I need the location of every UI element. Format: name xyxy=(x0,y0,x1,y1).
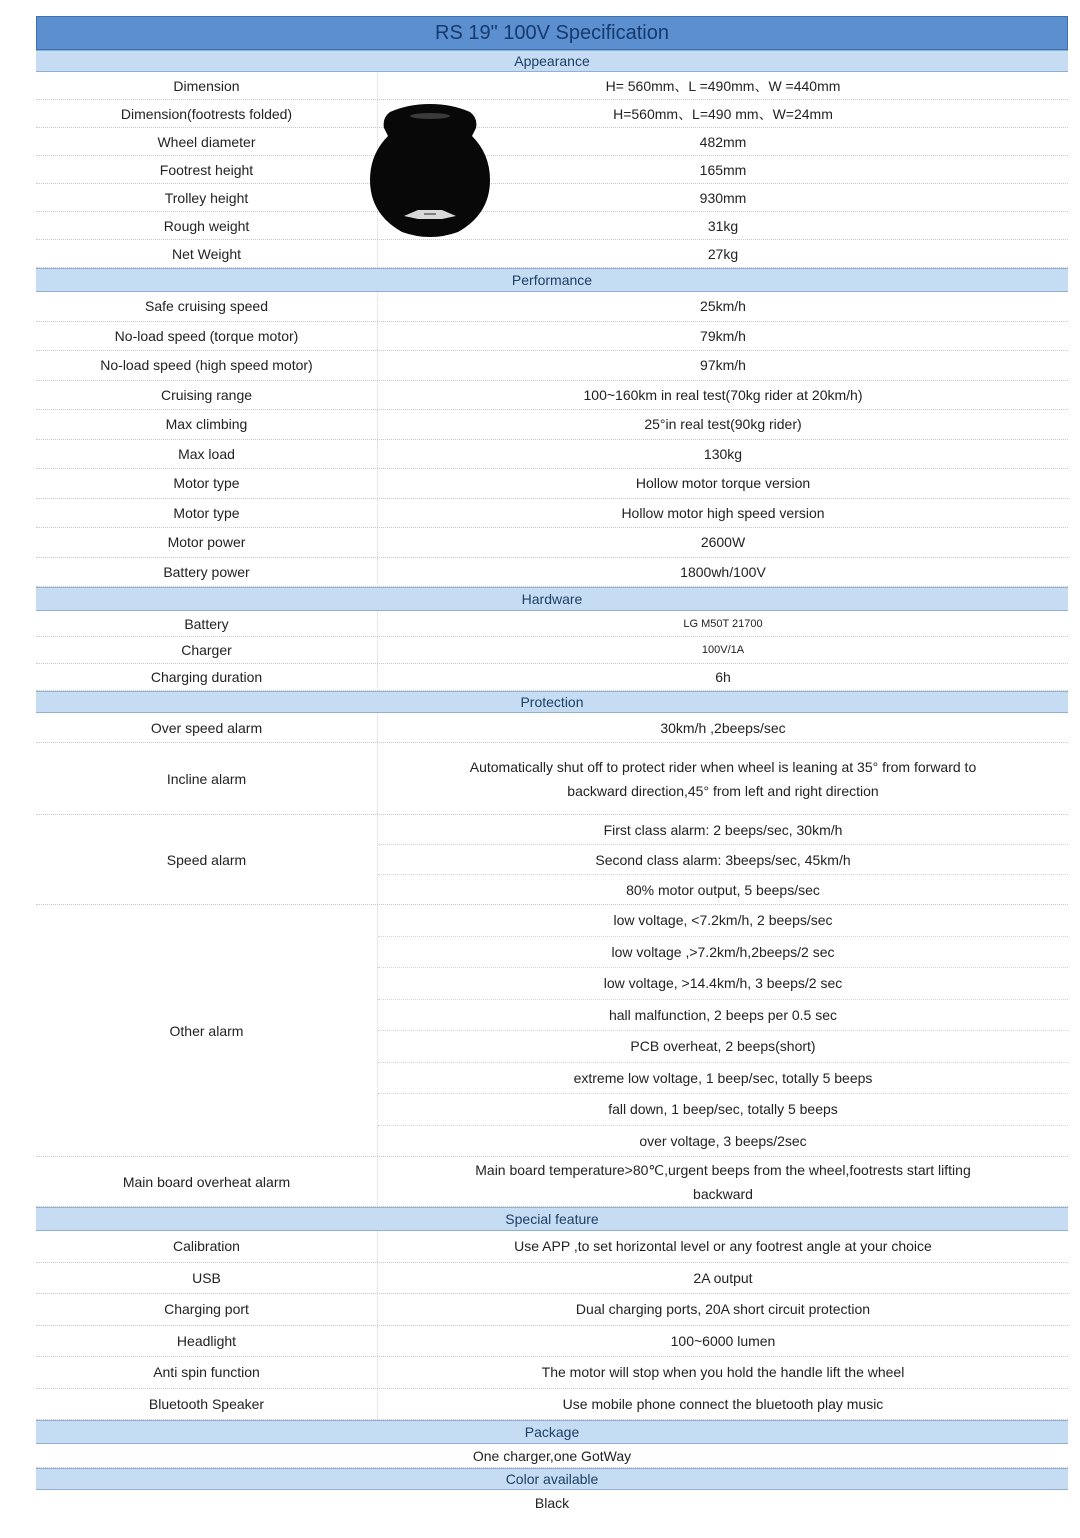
table-row xyxy=(36,664,1068,691)
table-row xyxy=(36,322,1068,352)
table-row xyxy=(36,637,1068,664)
table-row xyxy=(36,156,1068,184)
spec-label: Speed alarm xyxy=(36,815,378,904)
table-row xyxy=(36,743,1068,815)
table-row xyxy=(36,1389,1068,1421)
spec-values xyxy=(378,905,1068,1156)
section-performance: Performance xyxy=(36,268,1068,292)
spec-value xyxy=(378,743,1068,814)
table-row xyxy=(36,1231,1068,1263)
section-package: Package xyxy=(36,1420,1068,1444)
spec-value: The motor will stop when you hold the handle lift the wheel xyxy=(541,1364,905,1381)
spec-label: Dimension xyxy=(36,72,378,99)
spec-value: 1800wh/100V xyxy=(680,563,766,580)
spec-value: 2A output xyxy=(693,1269,753,1286)
unicycle-image xyxy=(368,102,492,240)
spec-value: extreme low voltage, 1 beep/sec, totally 5 beeps xyxy=(378,1063,1068,1095)
section-color-available: Color available xyxy=(36,1468,1068,1490)
spec-label: Main board overheat alarm xyxy=(36,1157,378,1206)
spec-label: Bluetooth Speaker xyxy=(36,1389,378,1420)
table-row xyxy=(36,713,1068,743)
spec-value: 482mm xyxy=(699,133,747,150)
spec-value: PCB overheat, 2 beeps(short) xyxy=(378,1031,1068,1063)
section-appearance: Appearance xyxy=(36,50,1068,72)
spec-value: Use APP ,to set horizontal level or any footrest angle at your choice xyxy=(514,1238,932,1255)
section-hardware: Hardware xyxy=(36,587,1068,611)
spec-label: Incline alarm xyxy=(36,743,378,814)
spec-label: Max climbing xyxy=(36,410,378,439)
table-row xyxy=(36,381,1068,411)
spec-value: 25km/h xyxy=(700,298,746,315)
spec-value: 165mm xyxy=(699,161,747,178)
mainboard-line-1: Main board temperature>80℃,urgent beeps from the wheel,footrests start lifting xyxy=(475,1161,971,1178)
spec-value: low voltage, >14.4km/h, 3 beeps/2 sec xyxy=(378,968,1068,1000)
color-value: Black xyxy=(534,1495,570,1511)
spec-value: 30km/h ,2beeps/sec xyxy=(660,719,786,736)
spec-label: No-load speed (torque motor) xyxy=(36,322,378,351)
incline-line-2: backward direction,45° from left and right direction xyxy=(567,782,879,799)
incline-line-1: Automatically shut off to protect rider when wheel is leaning at 35° from forward to xyxy=(469,758,977,775)
spec-label: Wheel diameter xyxy=(36,128,378,155)
spec-value: LG M50T 21700 xyxy=(683,617,763,630)
table-row xyxy=(36,292,1068,322)
spec-value: 27kg xyxy=(707,245,739,262)
table-row xyxy=(36,240,1068,268)
spec-label: Over speed alarm xyxy=(36,713,378,742)
table-row xyxy=(36,469,1068,499)
spec-value: H=560mm、L=490 mm、W=24mm xyxy=(613,105,833,122)
spec-label: Anti spin function xyxy=(36,1357,378,1388)
table-row xyxy=(36,905,1068,1157)
spec-label: Battery xyxy=(36,611,378,636)
spec-label: Charging duration xyxy=(36,664,378,690)
spec-value: 130kg xyxy=(703,445,743,462)
table-row xyxy=(36,184,1068,212)
spec-value: Hollow motor high speed version xyxy=(621,504,825,521)
spec-label: Max load xyxy=(36,440,378,469)
table-row xyxy=(36,440,1068,470)
spec-label: Battery power xyxy=(36,558,378,587)
spec-value: 100~6000 lumen xyxy=(670,1332,776,1349)
table-row xyxy=(36,1263,1068,1295)
spec-value: 2600W xyxy=(700,534,746,551)
table-row xyxy=(36,351,1068,381)
spec-value: fall down, 1 beep/sec, totally 5 beeps xyxy=(378,1094,1068,1126)
spec-value: 100~160km in real test(70kg rider at 20km/h) xyxy=(583,386,863,403)
spec-label: Trolley height xyxy=(36,184,378,211)
spec-value: 31kg xyxy=(707,217,739,234)
spec-value: Second class alarm: 3beeps/sec, 45km/h xyxy=(378,845,1068,875)
spec-sheet xyxy=(36,16,1068,1516)
spec-values xyxy=(378,815,1068,904)
spec-value: 6h xyxy=(715,669,731,685)
spec-value: 80% motor output, 5 beeps/sec xyxy=(626,881,820,898)
table-row xyxy=(36,611,1068,637)
spec-label: Charger xyxy=(36,637,378,663)
table-row xyxy=(36,1326,1068,1358)
spec-label: USB xyxy=(36,1263,378,1294)
spec-value: 79km/h xyxy=(700,327,746,344)
spec-label: Headlight xyxy=(36,1326,378,1357)
table-row xyxy=(36,558,1068,588)
spec-label: Motor type xyxy=(36,469,378,498)
spec-label: Calibration xyxy=(36,1231,378,1262)
table-row xyxy=(36,815,1068,905)
mainboard-line-2: backward xyxy=(693,1185,753,1202)
table-row xyxy=(36,1357,1068,1389)
table-row xyxy=(36,72,1068,100)
spec-label: Charging port xyxy=(36,1294,378,1325)
spec-value: hall malfunction, 2 beeps per 0.5 sec xyxy=(378,1000,1068,1032)
spec-value: Use mobile phone connect the bluetooth play music xyxy=(562,1395,884,1412)
spec-value: Hollow motor torque version xyxy=(635,475,811,492)
table-row xyxy=(36,1294,1068,1326)
spec-value: 930mm xyxy=(699,189,747,206)
table-row xyxy=(36,100,1068,128)
table-row xyxy=(36,499,1068,529)
table-row xyxy=(36,212,1068,240)
table-row xyxy=(36,528,1068,558)
spec-label: Cruising range xyxy=(36,381,378,410)
table-row xyxy=(36,128,1068,156)
spec-value: First class alarm: 2 beeps/sec, 30km/h xyxy=(378,815,1068,845)
spec-value: 97km/h xyxy=(700,357,746,374)
spec-label: Net Weight xyxy=(36,240,378,267)
spec-label: Motor power xyxy=(36,528,378,557)
package-value: One charger,one GotWay xyxy=(36,1444,1068,1468)
spec-value: 25°in real test(90kg rider) xyxy=(644,416,802,433)
spec-value: over voltage, 3 beeps/2sec xyxy=(639,1132,807,1149)
spec-value: low voltage, <7.2km/h, 2 beeps/sec xyxy=(378,905,1068,937)
section-protection: Protection xyxy=(36,691,1068,713)
spec-label: Motor type xyxy=(36,499,378,528)
spec-value: 100V/1A xyxy=(701,644,745,656)
spec-label: Dimension(footrests folded) xyxy=(36,100,378,127)
spec-value: Dual charging ports, 20A short circuit protection xyxy=(575,1301,871,1318)
spec-value: low voltage ,>7.2km/h,2beeps/2 sec xyxy=(378,937,1068,969)
spec-label: Rough weight xyxy=(36,212,378,239)
sheet-title: RS 19" 100V Specification xyxy=(36,16,1068,50)
table-row xyxy=(36,1157,1068,1207)
spec-label: Other alarm xyxy=(36,905,378,1156)
spec-label: No-load speed (high speed motor) xyxy=(36,351,378,380)
spec-label: Safe cruising speed xyxy=(36,292,378,321)
spec-value: H= 560mm、L =490mm、W =440mm xyxy=(605,77,841,94)
section-special-feature: Special feature xyxy=(36,1207,1068,1231)
unicycle-icon xyxy=(370,104,490,237)
spec-label: Footrest height xyxy=(36,156,378,183)
table-row xyxy=(36,410,1068,440)
spec-value xyxy=(378,1157,1068,1206)
